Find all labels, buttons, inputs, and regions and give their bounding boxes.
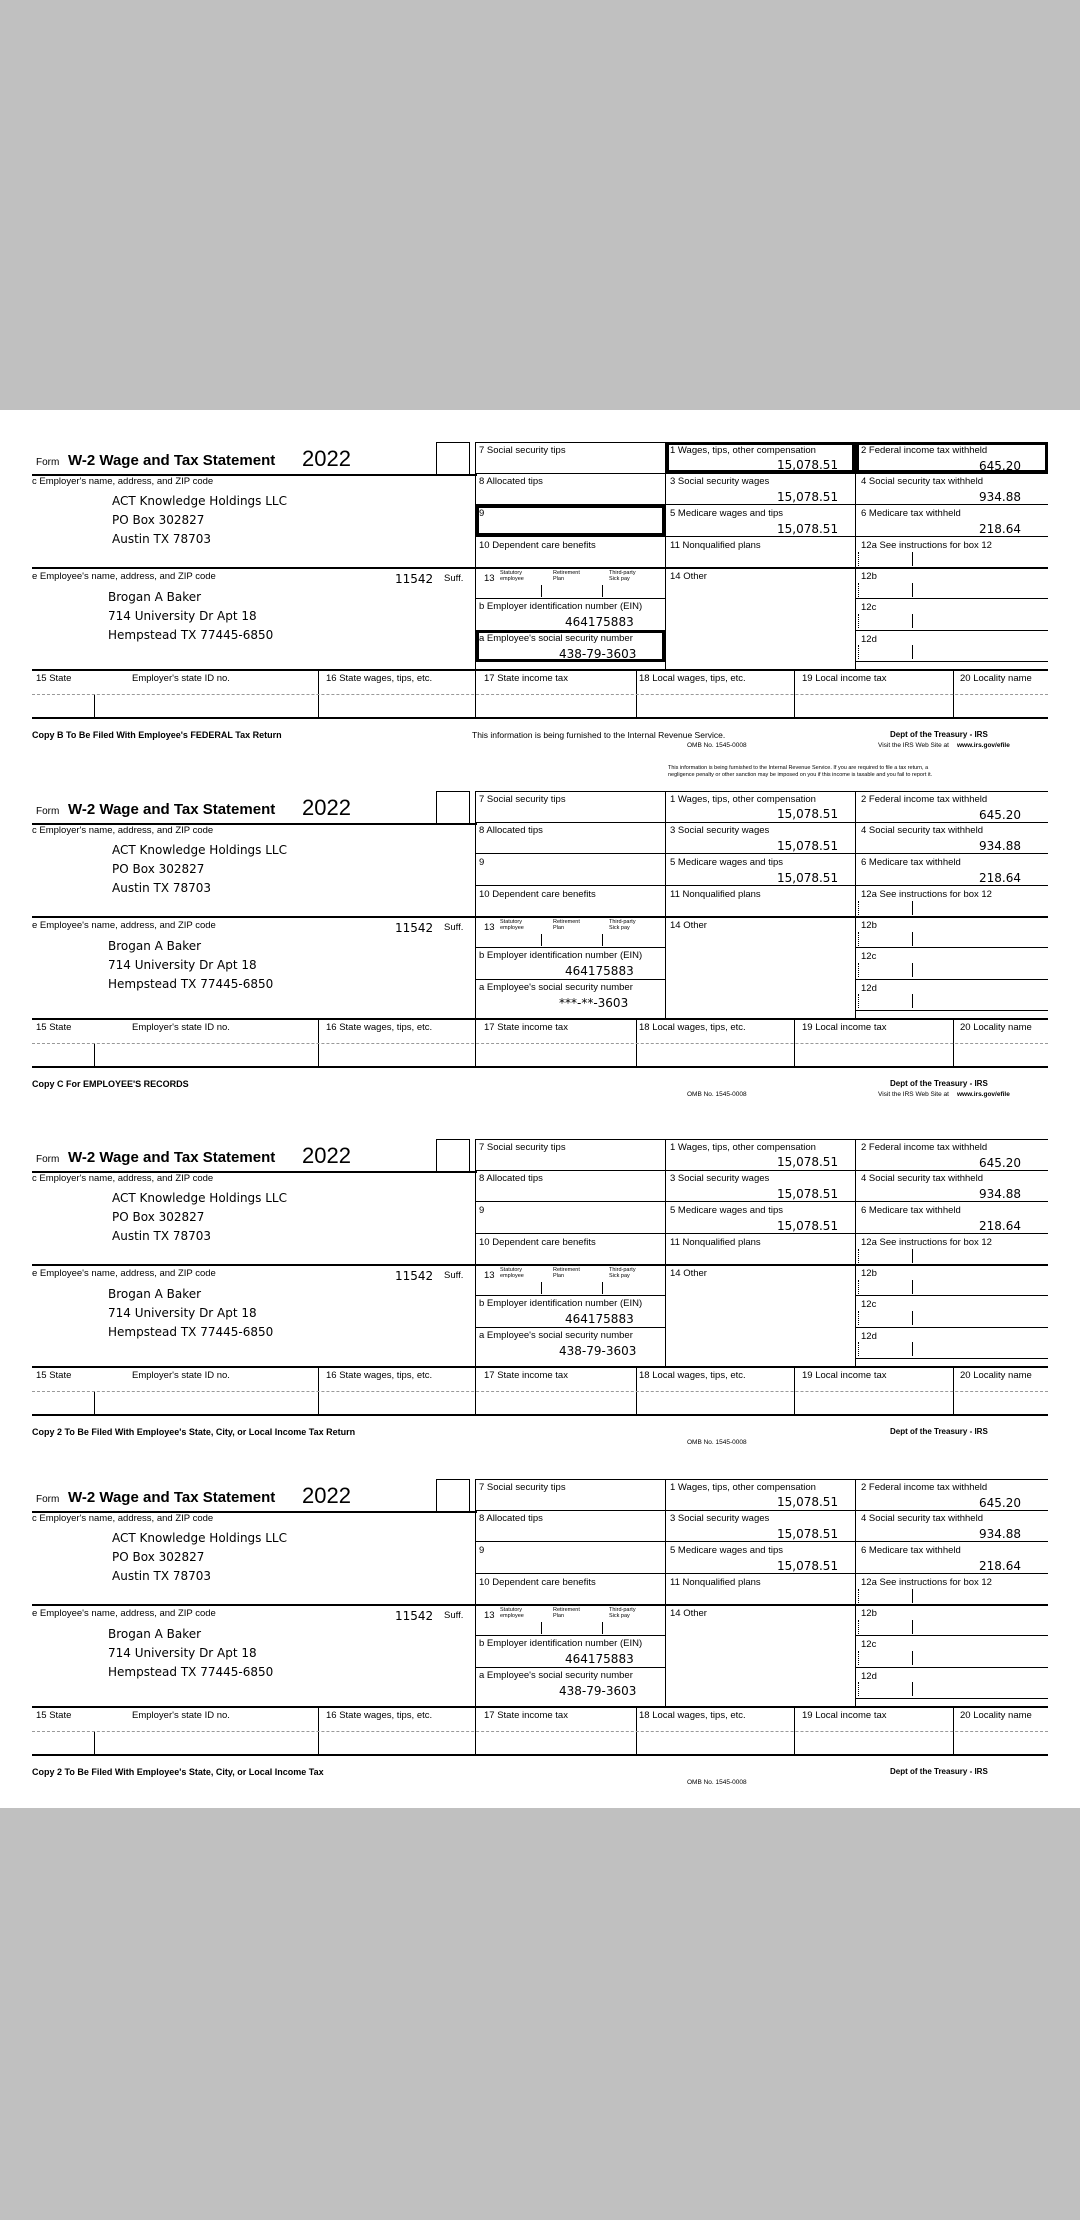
employee-address xyxy=(108,588,273,645)
medicare-tax-value: 218.64 xyxy=(979,871,1021,885)
employee-city: Hempstead TX 77445-6850 xyxy=(108,977,274,991)
ssn-label: a Employee's social security number xyxy=(479,633,633,644)
box5-label: 5 Medicare wages and tips xyxy=(670,508,784,519)
employee-city: Hempstead TX 77445-6850 xyxy=(108,628,274,642)
ein-label: b Employer identification number (EIN) xyxy=(479,601,643,612)
box18-label: 18 Local wages, tips, etc. xyxy=(639,1022,746,1033)
employer-street: PO Box 302827 xyxy=(112,513,205,527)
state-id-label: Employer's state ID no. xyxy=(132,673,230,684)
box2-label: 2 Federal income tax withheld xyxy=(861,1142,988,1153)
box12d-label: 12d xyxy=(861,983,877,994)
employee-name: Brogan A Baker xyxy=(108,590,202,604)
form-word: Form xyxy=(36,1494,60,1505)
dept-treasury: Dept of the Treasury - IRS xyxy=(890,730,988,739)
box20-label: 20 Locality name xyxy=(960,1370,1032,1381)
irs-site: www.irs.gov/efile xyxy=(957,1091,1010,1098)
boxe-label: e Employee's name, address, and ZIP code xyxy=(32,571,216,582)
form-title: W-2 Wage and Tax Statement xyxy=(68,801,276,818)
box17-label: 17 State income tax xyxy=(484,1022,568,1033)
box4-label: 4 Social security tax withheld xyxy=(861,825,983,836)
box12c-label: 12c xyxy=(861,602,877,613)
box3-label: 3 Social security wages xyxy=(670,825,770,836)
employee-city: Hempstead TX 77445-6850 xyxy=(108,1325,274,1339)
statutory-label: Statutory employee xyxy=(500,1267,524,1279)
form-word: Form xyxy=(36,806,60,817)
form-header xyxy=(32,442,477,476)
wages-value: 15,078.51 xyxy=(777,1155,839,1169)
visit-irs: Visit the IRS Web Site at xyxy=(878,742,949,749)
employee-address xyxy=(108,937,273,994)
irs-site: www.irs.gov/efile xyxy=(957,742,1010,749)
ein-value: 464175883 xyxy=(565,964,634,978)
employee-name: Brogan A Baker xyxy=(108,1287,202,1301)
boxc-label: c Employer's name, address, and ZIP code xyxy=(32,1513,214,1524)
box14-label: 14 Other xyxy=(670,920,707,931)
wages-value: 15,078.51 xyxy=(777,1495,839,1509)
form-header xyxy=(32,1139,477,1173)
omb-number: OMB No. 1545-0008 xyxy=(687,1779,747,1786)
retirement-label: Retirement Plan xyxy=(553,1607,580,1619)
medicare-tax-value: 218.64 xyxy=(979,1559,1021,1573)
employee-address xyxy=(108,1625,273,1682)
dept-treasury: Dept of the Treasury - IRS xyxy=(890,1427,988,1436)
employer-name: ACT Knowledge Holdings LLC xyxy=(112,1531,287,1545)
box19-label: 19 Local income tax xyxy=(802,1022,887,1033)
box2-label: 2 Federal income tax withheld xyxy=(861,445,988,456)
employer-name: ACT Knowledge Holdings LLC xyxy=(112,843,287,857)
box12a-label: 12a See instructions for box 12 xyxy=(861,540,992,551)
employer-address xyxy=(112,1189,287,1246)
suff-label: Suff. xyxy=(444,922,464,933)
box15-label: 15 State xyxy=(36,673,72,684)
box4-label: 4 Social security tax withheld xyxy=(861,1173,983,1184)
box18-label: 18 Local wages, tips, etc. xyxy=(639,1710,746,1721)
void-box xyxy=(436,442,470,474)
employer-street: PO Box 302827 xyxy=(112,1210,205,1224)
form-year: 2022 xyxy=(302,446,351,471)
box5-label: 5 Medicare wages and tips xyxy=(670,1545,784,1556)
box6-label: 6 Medicare tax withheld xyxy=(861,1205,961,1216)
employee-street: 714 University Dr Apt 18 xyxy=(108,958,257,972)
wages-value: 15,078.51 xyxy=(777,807,839,821)
box10-label: 10 Dependent care benefits xyxy=(479,540,596,551)
boxe-label: e Employee's name, address, and ZIP code xyxy=(32,920,216,931)
box12c-label: 12c xyxy=(861,951,877,962)
statutory-label: Statutory employee xyxy=(500,919,524,931)
box20-label: 20 Locality name xyxy=(960,1710,1032,1721)
box6-label: 6 Medicare tax withheld xyxy=(861,857,961,868)
box1-label: 1 Wages, tips, other compensation xyxy=(670,445,816,456)
ss-tax-value: 934.88 xyxy=(979,1527,1021,1541)
boxc-label: c Employer's name, address, and ZIP code xyxy=(32,825,214,836)
boxc-label: c Employer's name, address, and ZIP code xyxy=(32,1173,214,1184)
box17-label: 17 State income tax xyxy=(484,673,568,684)
employer-street: PO Box 302827 xyxy=(112,862,205,876)
box6-label: 6 Medicare tax withheld xyxy=(861,1545,961,1556)
ss-tax-value: 934.88 xyxy=(979,490,1021,504)
copy-footer: Copy C For EMPLOYEE'S RECORDS xyxy=(32,1079,189,1089)
ss-tax-value: 934.88 xyxy=(979,1187,1021,1201)
ssn-label: a Employee's social security number xyxy=(479,1670,633,1681)
form-title: W-2 Wage and Tax Statement xyxy=(68,1489,276,1506)
ss-wages-value: 15,078.51 xyxy=(777,1187,839,1201)
thirdparty-label: Third-party Sick pay xyxy=(609,1267,636,1279)
copy-footer: Copy 2 To Be Filed With Employee's State, City, or Local Income Tax Return xyxy=(32,1427,356,1437)
state-id-label: Employer's state ID no. xyxy=(132,1370,230,1381)
box8-label: 8 Allocated tips xyxy=(479,1513,543,1524)
box10-label: 10 Dependent care benefits xyxy=(479,889,596,900)
form-header xyxy=(32,1479,477,1513)
statutory-label: Statutory employee xyxy=(500,1607,524,1619)
employer-address xyxy=(112,492,287,549)
federal-tax-value: 645.20 xyxy=(979,459,1021,473)
ein-value: 464175883 xyxy=(565,615,634,629)
box14-label: 14 Other xyxy=(670,1608,707,1619)
medicare-wages-value: 15,078.51 xyxy=(777,1559,839,1573)
visit-irs: Visit the IRS Web Site at xyxy=(878,1091,949,1098)
ss-wages-value: 15,078.51 xyxy=(777,839,839,853)
suff-label: Suff. xyxy=(444,1270,464,1281)
copy-footer: Copy B To Be Filed With Employee's FEDERAL Tax Return xyxy=(32,730,282,740)
ss-wages-value: 15,078.51 xyxy=(777,1527,839,1541)
state-id-label: Employer's state ID no. xyxy=(132,1710,230,1721)
form-year: 2022 xyxy=(302,1143,351,1168)
box12b-label: 12b xyxy=(861,571,877,582)
medicare-wages-value: 15,078.51 xyxy=(777,1219,839,1233)
box13-label: 13 xyxy=(484,922,495,933)
highlight-box xyxy=(476,630,665,662)
wages-value: 15,078.51 xyxy=(777,458,839,472)
retirement-label: Retirement Plan xyxy=(553,570,580,582)
control-number: 11542 xyxy=(395,1269,434,1283)
box12d-label: 12d xyxy=(861,1331,877,1342)
ein-value: 464175883 xyxy=(565,1312,634,1326)
box12b-label: 12b xyxy=(861,920,877,931)
employer-city: Austin TX 78703 xyxy=(112,881,212,895)
suff-label: Suff. xyxy=(444,573,464,584)
box14-label: 14 Other xyxy=(670,571,707,582)
retirement-label: Retirement Plan xyxy=(553,919,580,931)
box3-label: 3 Social security wages xyxy=(670,476,770,487)
thirdparty-label: Third-party Sick pay xyxy=(609,919,636,931)
employer-address xyxy=(112,841,287,898)
box1-label: 1 Wages, tips, other compensation xyxy=(670,1142,816,1153)
employer-city: Austin TX 78703 xyxy=(112,532,212,546)
ssn-value: ***-**-3603 xyxy=(559,996,629,1010)
box9-label: 9 xyxy=(479,508,485,519)
omb-number: OMB No. 1545-0008 xyxy=(687,1439,747,1446)
box13-label: 13 xyxy=(484,1270,495,1281)
box15-label: 15 State xyxy=(36,1370,72,1381)
boxe-label: e Employee's name, address, and ZIP code xyxy=(32,1268,216,1279)
employer-street: PO Box 302827 xyxy=(112,1550,205,1564)
box7-label: 7 Social security tips xyxy=(479,1142,566,1153)
employee-street: 714 University Dr Apt 18 xyxy=(108,1646,257,1660)
box6-label: 6 Medicare tax withheld xyxy=(861,508,961,519)
form-header xyxy=(32,791,477,825)
box16-label: 16 State wages, tips, etc. xyxy=(326,1710,433,1721)
employer-name: ACT Knowledge Holdings LLC xyxy=(112,494,287,508)
box3-label: 3 Social security wages xyxy=(670,1173,770,1184)
employer-city: Austin TX 78703 xyxy=(112,1569,212,1583)
box4-label: 4 Social security tax withheld xyxy=(861,476,983,487)
medicare-wages-value: 15,078.51 xyxy=(777,522,839,536)
box4-label: 4 Social security tax withheld xyxy=(861,1513,983,1524)
box12b-label: 12b xyxy=(861,1268,877,1279)
employer-city: Austin TX 78703 xyxy=(112,1229,212,1243)
ssn-value: 438-79-3603 xyxy=(559,1344,637,1358)
box9-label: 9 xyxy=(479,1205,485,1216)
notice-line-1: This information is being furnished to the Internal Revenue Service. If you are required to file a tax return, a xyxy=(668,765,929,771)
federal-tax-value: 645.20 xyxy=(979,1496,1021,1510)
thirdparty-label: Third-party Sick pay xyxy=(609,1607,636,1619)
box20-label: 20 Locality name xyxy=(960,1022,1032,1033)
w2-sheet xyxy=(0,410,1080,1808)
box12a-label: 12a See instructions for box 12 xyxy=(861,1237,992,1248)
box5-label: 5 Medicare wages and tips xyxy=(670,1205,784,1216)
void-box xyxy=(436,1479,470,1511)
box12b-label: 12b xyxy=(861,1608,877,1619)
highlight-box xyxy=(856,442,1048,473)
retirement-label: Retirement Plan xyxy=(553,1267,580,1279)
ss-wages-value: 15,078.51 xyxy=(777,490,839,504)
box2-label: 2 Federal income tax withheld xyxy=(861,794,988,805)
thirdparty-label: Third-party Sick pay xyxy=(609,570,636,582)
box10-label: 10 Dependent care benefits xyxy=(479,1577,596,1588)
omb-number: OMB No. 1545-0008 xyxy=(687,1091,747,1098)
box9-label: 9 xyxy=(479,1545,485,1556)
box8-label: 8 Allocated tips xyxy=(479,1173,543,1184)
control-number: 11542 xyxy=(395,1609,434,1623)
dept-treasury: Dept of the Treasury - IRS xyxy=(890,1079,988,1088)
ss-tax-value: 934.88 xyxy=(979,839,1021,853)
employee-city: Hempstead TX 77445-6850 xyxy=(108,1665,274,1679)
copy-footer: Copy 2 To Be Filed With Employee's State, City, or Local Income Tax xyxy=(32,1767,324,1777)
box13-label: 13 xyxy=(484,573,495,584)
omb-number: OMB No. 1545-0008 xyxy=(687,742,747,749)
box15-label: 15 State xyxy=(36,1710,72,1721)
box8-label: 8 Allocated tips xyxy=(479,825,543,836)
box17-label: 17 State income tax xyxy=(484,1370,568,1381)
ssn-value: 438-79-3603 xyxy=(559,647,637,661)
box12a-label: 12a See instructions for box 12 xyxy=(861,889,992,900)
medicare-tax-value: 218.64 xyxy=(979,1219,1021,1233)
employee-name: Brogan A Baker xyxy=(108,1627,202,1641)
box12a-label: 12a See instructions for box 12 xyxy=(861,1577,992,1588)
control-number: 11542 xyxy=(395,572,434,586)
box11-label: 11 Nonqualified plans xyxy=(670,889,761,900)
box14-label: 14 Other xyxy=(670,1268,707,1279)
box20-label: 20 Locality name xyxy=(960,673,1032,684)
form-title: W-2 Wage and Tax Statement xyxy=(68,452,276,469)
box17-label: 17 State income tax xyxy=(484,1710,568,1721)
boxc-label: c Employer's name, address, and ZIP code xyxy=(32,476,214,487)
ein-label: b Employer identification number (EIN) xyxy=(479,950,643,961)
box12d-label: 12d xyxy=(861,634,877,645)
box19-label: 19 Local income tax xyxy=(802,673,887,684)
box18-label: 18 Local wages, tips, etc. xyxy=(639,1370,746,1381)
form-word: Form xyxy=(36,1154,60,1165)
box15-label: 15 State xyxy=(36,1022,72,1033)
medicare-tax-value: 218.64 xyxy=(979,522,1021,536)
box12c-label: 12c xyxy=(861,1299,877,1310)
box18-label: 18 Local wages, tips, etc. xyxy=(639,673,746,684)
box7-label: 7 Social security tips xyxy=(479,445,566,456)
highlight-box xyxy=(666,442,855,473)
control-number: 11542 xyxy=(395,921,434,935)
dept-treasury: Dept of the Treasury - IRS xyxy=(890,1767,988,1776)
box1-label: 1 Wages, tips, other compensation xyxy=(670,794,816,805)
federal-tax-value: 645.20 xyxy=(979,808,1021,822)
box19-label: 19 Local income tax xyxy=(802,1710,887,1721)
box7-label: 7 Social security tips xyxy=(479,1482,566,1493)
box2-label: 2 Federal income tax withheld xyxy=(861,1482,988,1493)
box8-label: 8 Allocated tips xyxy=(479,476,543,487)
box1-label: 1 Wages, tips, other compensation xyxy=(670,1482,816,1493)
box12d-label: 12d xyxy=(861,1671,877,1682)
ssn-label: a Employee's social security number xyxy=(479,982,633,993)
state-id-label: Employer's state ID no. xyxy=(132,1022,230,1033)
ein-label: b Employer identification number (EIN) xyxy=(479,1638,643,1649)
box11-label: 11 Nonqualified plans xyxy=(670,1577,761,1588)
box5-label: 5 Medicare wages and tips xyxy=(670,857,784,868)
employee-address xyxy=(108,1285,273,1342)
ssn-value: 438-79-3603 xyxy=(559,1684,637,1698)
employer-name: ACT Knowledge Holdings LLC xyxy=(112,1191,287,1205)
box16-label: 16 State wages, tips, etc. xyxy=(326,1370,433,1381)
void-box xyxy=(436,1139,470,1171)
box11-label: 11 Nonqualified plans xyxy=(670,540,761,551)
ssn-label: a Employee's social security number xyxy=(479,1330,633,1341)
statutory-label: Statutory employee xyxy=(500,570,524,582)
footer-center: This information is being furnished to the Internal Revenue Service. xyxy=(472,730,726,740)
employee-street: 714 University Dr Apt 18 xyxy=(108,609,257,623)
ein-value: 464175883 xyxy=(565,1652,634,1666)
ein-label: b Employer identification number (EIN) xyxy=(479,1298,643,1309)
suff-label: Suff. xyxy=(444,1610,464,1621)
form-year: 2022 xyxy=(302,1483,351,1508)
boxe-label: e Employee's name, address, and ZIP code xyxy=(32,1608,216,1619)
box16-label: 16 State wages, tips, etc. xyxy=(326,1022,433,1033)
employee-name: Brogan A Baker xyxy=(108,939,202,953)
federal-tax-value: 645.20 xyxy=(979,1156,1021,1170)
box19-label: 19 Local income tax xyxy=(802,1370,887,1381)
box9-label: 9 xyxy=(479,857,485,868)
box12c-label: 12c xyxy=(861,1639,877,1650)
highlight-box xyxy=(476,505,665,536)
box10-label: 10 Dependent care benefits xyxy=(479,1237,596,1248)
form-year: 2022 xyxy=(302,795,351,820)
box16-label: 16 State wages, tips, etc. xyxy=(326,673,433,684)
notice-line-2: negligence penalty or other sanction may be imposed on you if this income is taxable and you fail to report it. xyxy=(668,772,933,778)
box3-label: 3 Social security wages xyxy=(670,1513,770,1524)
void-box xyxy=(436,791,470,823)
form-word: Form xyxy=(36,457,60,468)
box13-label: 13 xyxy=(484,1610,495,1621)
employee-street: 714 University Dr Apt 18 xyxy=(108,1306,257,1320)
medicare-wages-value: 15,078.51 xyxy=(777,871,839,885)
box7-label: 7 Social security tips xyxy=(479,794,566,805)
box11-label: 11 Nonqualified plans xyxy=(670,1237,761,1248)
employer-address xyxy=(112,1529,287,1586)
form-title: W-2 Wage and Tax Statement xyxy=(68,1149,276,1166)
